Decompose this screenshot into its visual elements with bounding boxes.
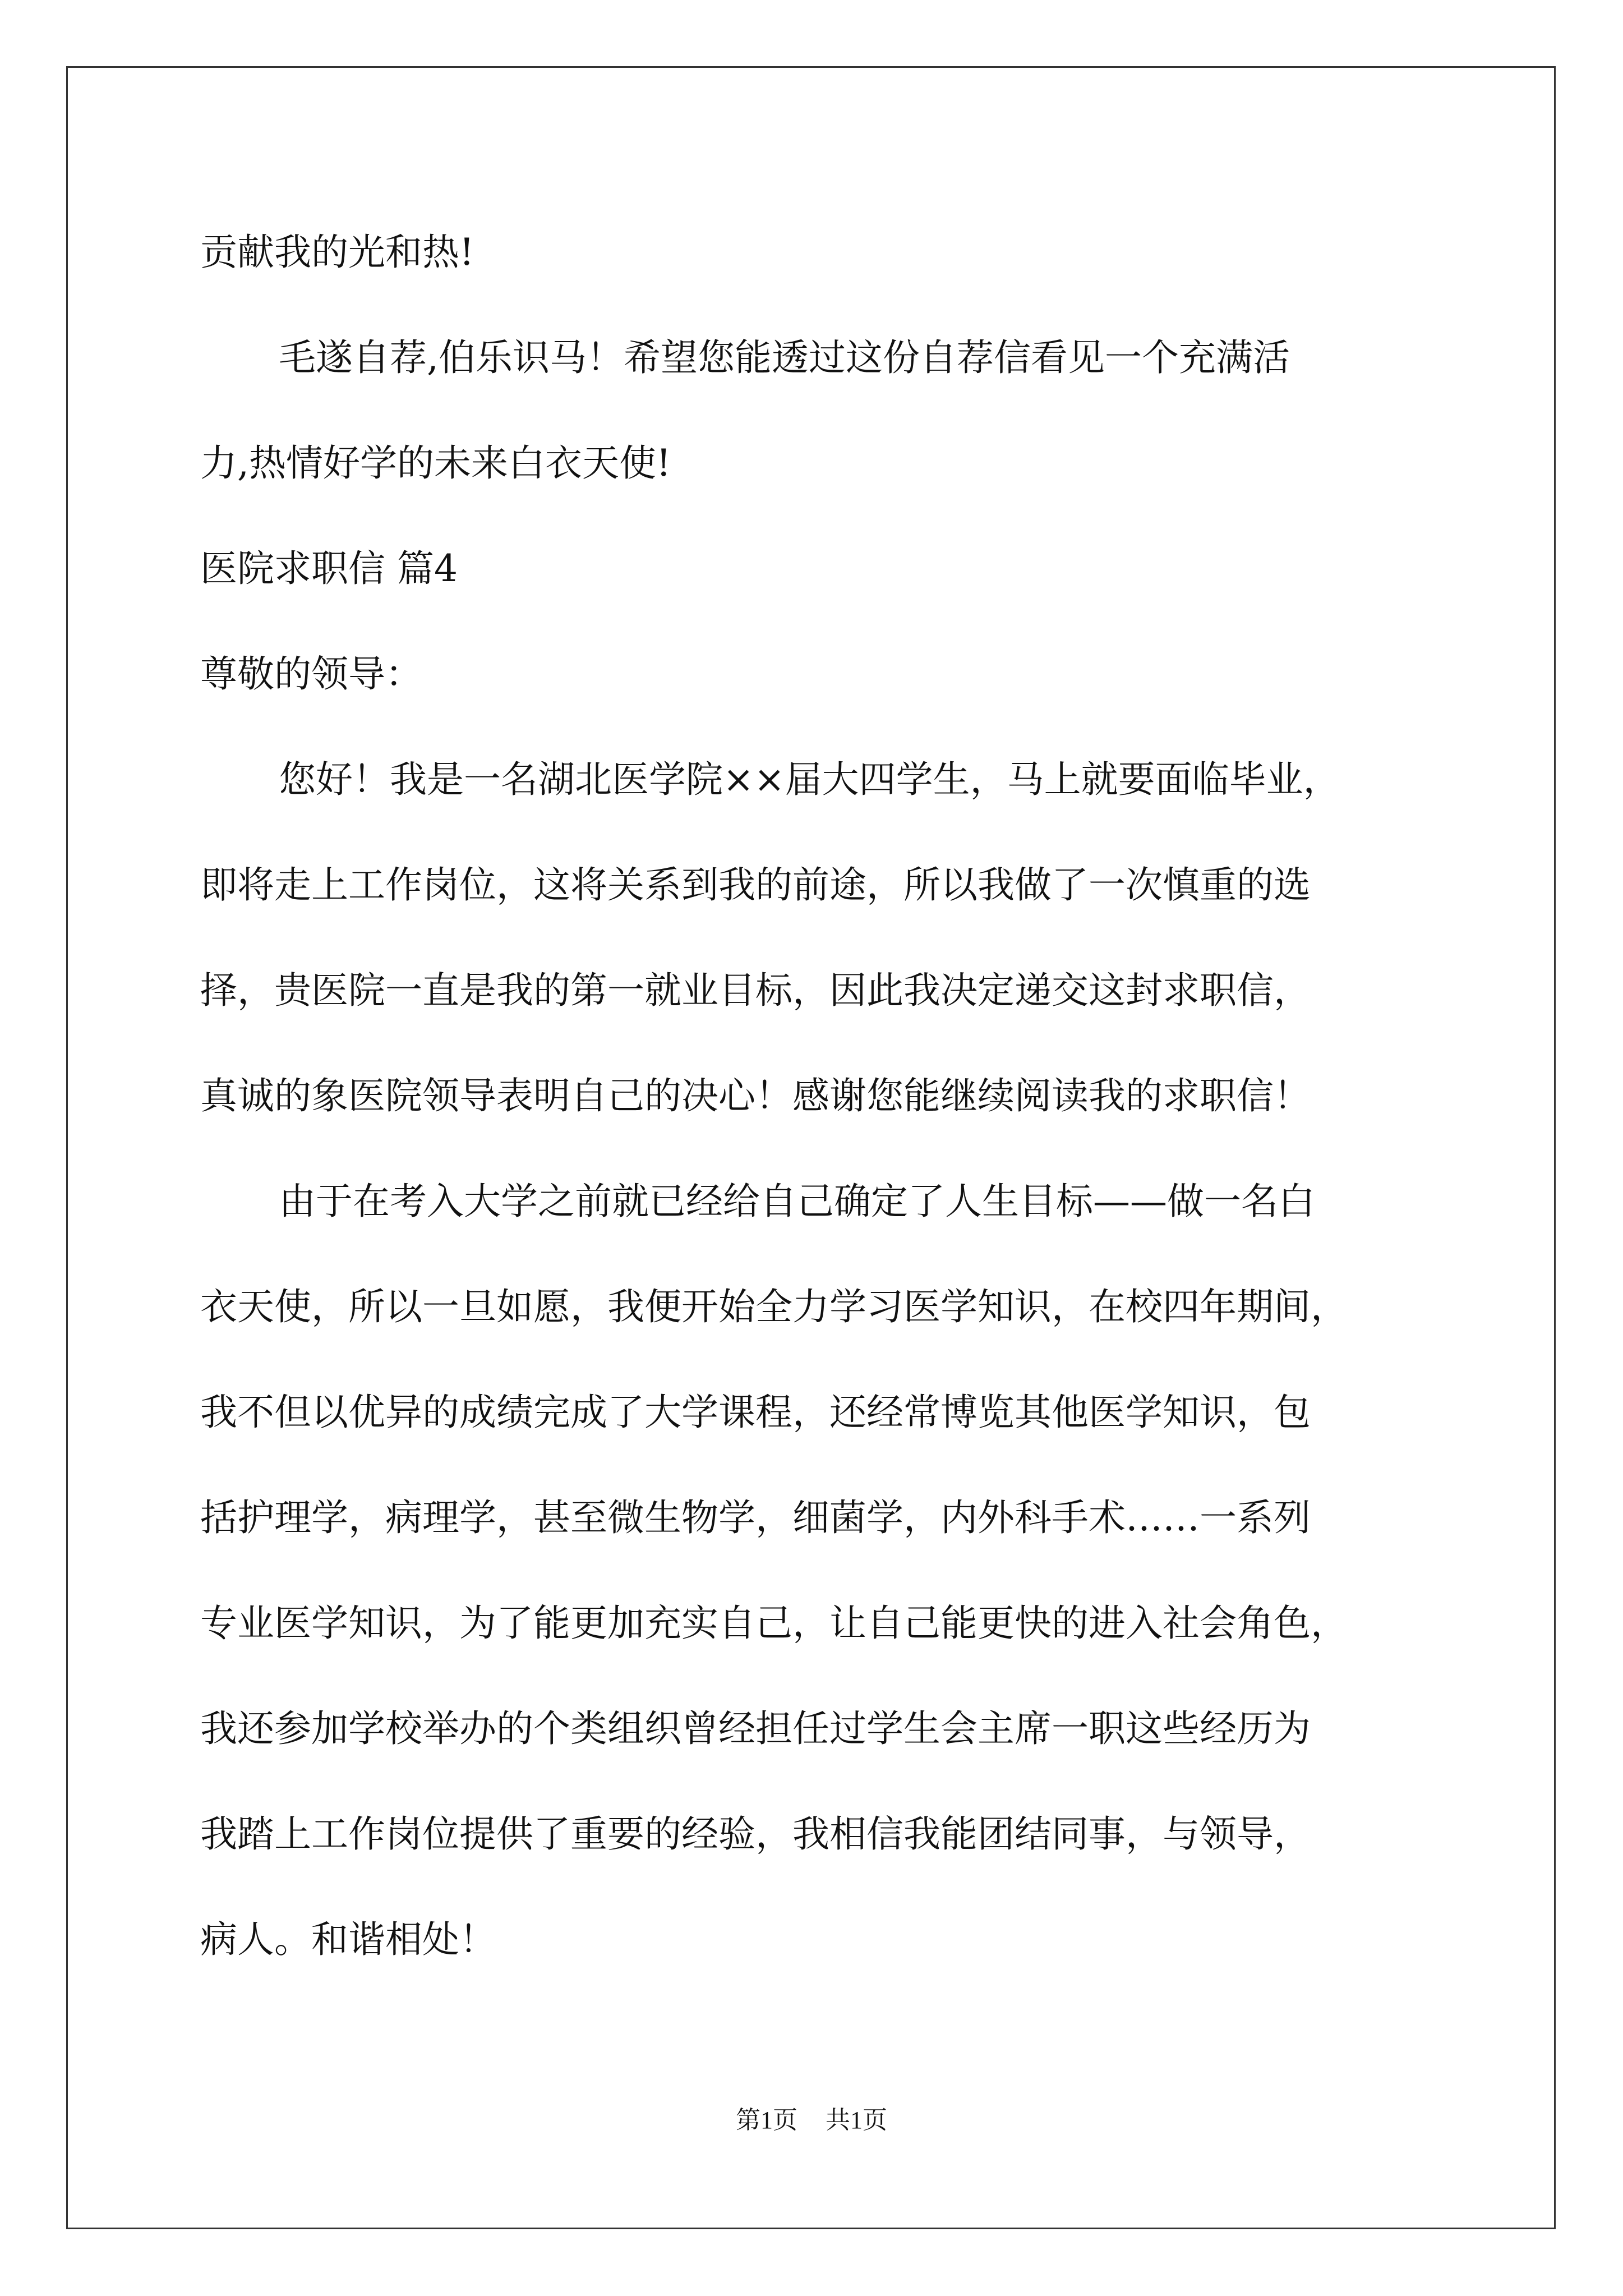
text-line-17: 病人。和谐相处！ — [200, 1918, 496, 1961]
section-heading: 医院求职信 篇4 — [200, 547, 458, 590]
text-line-11: 衣天使，所以一旦如愿，我便开始全力学习医学知识，在校四年期间， — [200, 1285, 1348, 1328]
text-line-10: 由于在考入大学之前就已经给自己确定了人生目标——做一名白 — [279, 1180, 1315, 1223]
text-line-15: 我还参加学校举办的个类组织曾经担任过学生会主席一职这些经历为 — [200, 1707, 1311, 1750]
page-frame — [66, 66, 1556, 2229]
text-line-6: 您好！我是一名湖北医学院××届大四学生，马上就要面临毕业， — [279, 758, 1340, 801]
text-line-9: 真诚的象医院领导表明自己的决心！感谢您能继续阅读我的求职信！ — [200, 1074, 1311, 1117]
text-line-12: 我不但以优异的成绩完成了大学课程，还经常博览其他医学知识，包 — [200, 1391, 1311, 1434]
text-line-13: 括护理学，病理学，甚至微生物学，细菌学，内外科手术……一系列 — [200, 1496, 1311, 1539]
text-line-16: 我踏上工作岗位提供了重要的经验，我相信我能团结同事，与领导， — [200, 1812, 1311, 1856]
page-number: 第1页 — [736, 2106, 797, 2134]
text-line-8: 择，贵医院一直是我的第一就业目标，因此我决定递交这封求职信， — [200, 969, 1311, 1012]
text-line-7: 即将走上工作岗位，这将关系到我的前途，所以我做了一次慎重的选 — [200, 863, 1311, 907]
page-total: 共1页 — [826, 2106, 887, 2134]
text-line-3: 力,热情好学的未来白衣天使! — [200, 441, 671, 485]
text-line-1: 贡献我的光和热! — [200, 231, 474, 274]
text-line-14: 专业医学知识，为了能更加充实自己，让自己能更快的进入社会角色， — [200, 1602, 1348, 1645]
salutation: 尊敬的领导： — [200, 652, 422, 696]
text-line-2: 毛遂自荐,伯乐识马！希望您能透过这份自荐信看见一个充满活 — [279, 336, 1290, 379]
page-footer — [0, 2104, 1623, 2137]
